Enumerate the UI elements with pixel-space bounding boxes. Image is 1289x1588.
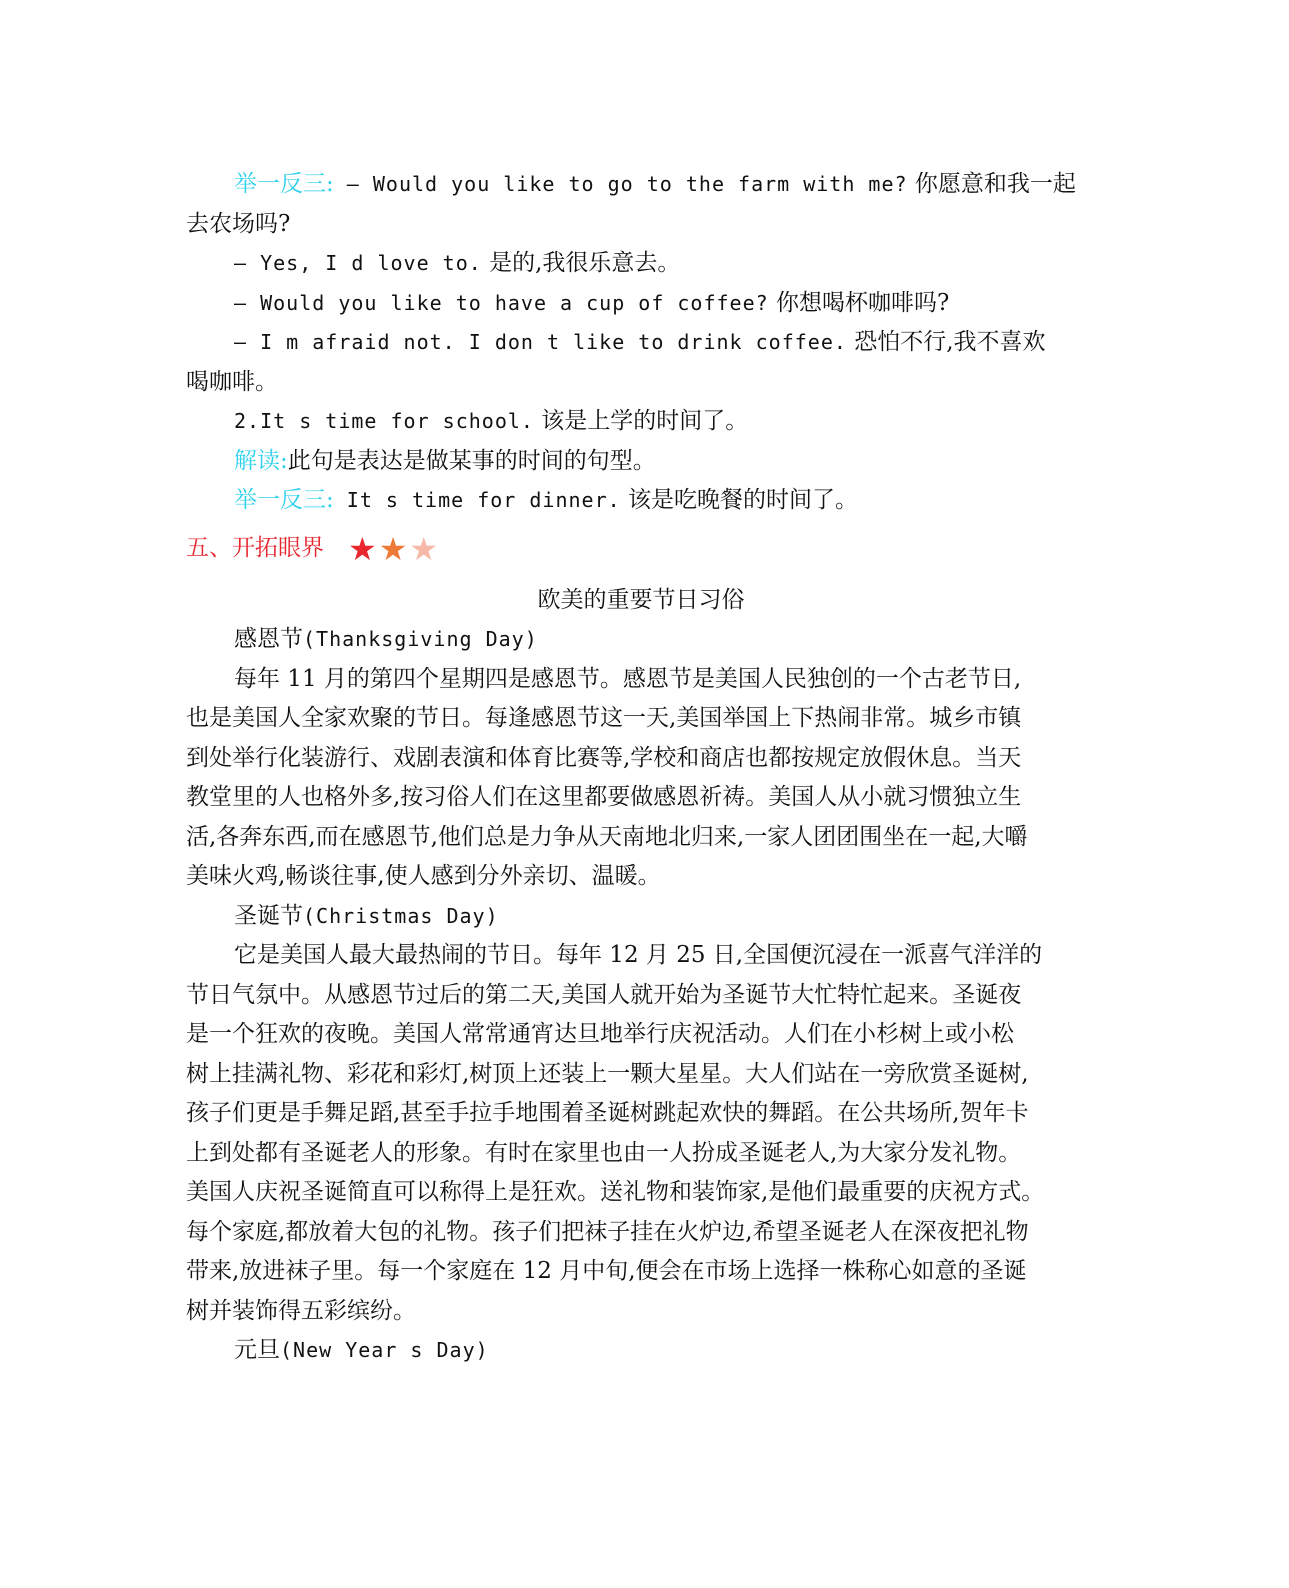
example-answer-2 xyxy=(186,323,1096,363)
example-chinese: 是的,我很乐意去。 xyxy=(481,250,681,276)
heading-chinese: 圣诞节 xyxy=(234,902,303,929)
paragraph-line: 也是美国人全家欢聚的节日。每逢感恩节这一天,美国举国上下热闹非常。城乡市镇 xyxy=(186,705,1022,731)
example-english: — I m afraid not. I don t like to drink coffee. xyxy=(234,330,847,354)
sentence-2 xyxy=(186,402,1096,442)
example-dinner xyxy=(186,481,1096,521)
paragraph-line: 到处举行化装游行、戏剧表演和体育比赛等,学校和商店也都按规定放假休息。当天 xyxy=(186,744,1022,771)
example-question-1 xyxy=(186,165,1096,205)
example-english: — Would you like to go to the farm with me? xyxy=(333,172,908,196)
example-answer-1 xyxy=(186,244,1096,284)
example-chinese: 你想喝杯咖啡吗? xyxy=(768,289,950,316)
paragraph-line: 美味火鸡,畅谈往事,使人感到分外亲切、温暖。 xyxy=(186,863,661,889)
difficulty-stars xyxy=(348,529,439,568)
example-english: — Would you like to have a cup of coffee? xyxy=(234,290,769,315)
explanation-label: 解读: xyxy=(234,447,288,474)
example-label: 举一反三: xyxy=(234,171,334,197)
paragraph-line: 节日气氛中。从感恩节过后的第二天,美国人就开始为圣诞节大忙特忙起来。圣诞夜 xyxy=(186,981,1022,1008)
thanksgiving-paragraph xyxy=(186,660,1096,897)
sentence-chinese: 该是上学的时间了。 xyxy=(533,408,749,434)
example-english: — Yes, I d love to. xyxy=(234,251,482,275)
paragraph-line: 孩子们更是手舞足蹈,甚至手拉手地围着圣诞树跳起欢快的舞蹈。在公共场所,贺年卡 xyxy=(186,1100,1029,1126)
example-label: 举一反三: xyxy=(234,487,334,513)
thanksgiving-heading xyxy=(186,620,1096,660)
document-page xyxy=(186,165,1096,1371)
paragraph-line: 上到处都有圣诞老人的形象。有时在家里也由一人扮成圣诞老人,为大家分发礼物。 xyxy=(186,1139,1022,1166)
example-chinese: 该是吃晚餐的时间了。 xyxy=(620,487,858,513)
christmas-paragraph xyxy=(186,936,1096,1331)
heading-english: (Christmas Day) xyxy=(303,903,499,928)
explanation-text: 此句是表达是做某事的时间的句型。 xyxy=(287,447,656,474)
heading-english: (Thanksgiving Day) xyxy=(303,627,538,651)
paragraph-line: 带来,放进袜子里。每一个家庭在 12 月中旬,便会在市场上选择一株称心如意的圣诞 xyxy=(186,1258,1027,1284)
star-icon: ★ xyxy=(348,529,377,568)
explanation xyxy=(186,442,1096,482)
example-english: It s time for dinner. xyxy=(333,488,621,512)
paragraph-line: 树并装饰得五彩缤纷。 xyxy=(186,1297,416,1324)
paragraph-line: 教堂里的人也格外多,按习俗人们在这里都要做感恩祈祷。美国人从小就习惯独立生 xyxy=(186,784,1022,810)
example-chinese: 恐怕不行,我不喜欢 xyxy=(846,329,1046,355)
star-icon: ★ xyxy=(378,529,408,568)
paragraph-line: 每个家庭,都放着大包的礼物。孩子们把袜子挂在火炉边,希望圣诞老人在深夜把礼物 xyxy=(186,1218,1029,1245)
christmas-heading xyxy=(186,897,1096,937)
heading-english: (New Year s Day) xyxy=(280,1338,489,1362)
example-question-1-cont: 去农场吗? xyxy=(186,210,291,237)
paragraph-line: 活,各奔东西,而在感恩节,他们总是力争从天南地北归来,一家人团团围坐在一起,大嚼 xyxy=(186,823,1028,850)
newyear-heading xyxy=(186,1331,1096,1371)
heading-chinese: 元旦 xyxy=(234,1337,280,1363)
article-title: 欧美的重要节日习俗 xyxy=(537,586,745,613)
paragraph-line: 美国人庆祝圣诞简直可以称得上是狂欢。送礼物和装饰家,是他们最重要的庆祝方式。 xyxy=(186,1179,1045,1205)
paragraph-line: 是一个狂欢的夜晚。美国人常常通宵达旦地举行庆祝活动。人们在小杉树上或小松 xyxy=(186,1021,1014,1047)
example-answer-2-cont: 喝咖啡。 xyxy=(186,368,278,395)
example-question-2 xyxy=(186,284,1096,324)
paragraph-line: 它是美国人最大最热闹的节日。每年 12 月 25 日,全国便沉浸在一派喜气洋洋的 xyxy=(234,942,1043,968)
section-title: 五、开拓眼界 xyxy=(186,534,324,561)
heading-chinese: 感恩节 xyxy=(234,626,303,652)
section-heading xyxy=(186,525,1096,573)
star-icon: ★ xyxy=(409,529,439,568)
paragraph-line: 每年 11 月的第四个星期四是感恩节。感恩节是美国人民独创的一个古老节日, xyxy=(234,665,1022,692)
example-chinese: 你愿意和我一起 xyxy=(907,171,1076,197)
sentence-english: 2.It s time for school. xyxy=(234,409,534,433)
paragraph-line: 树上挂满礼物、彩花和彩灯,树顶上还装上一颗大星星。大人们站在一旁欣赏圣诞树, xyxy=(186,1060,1029,1087)
